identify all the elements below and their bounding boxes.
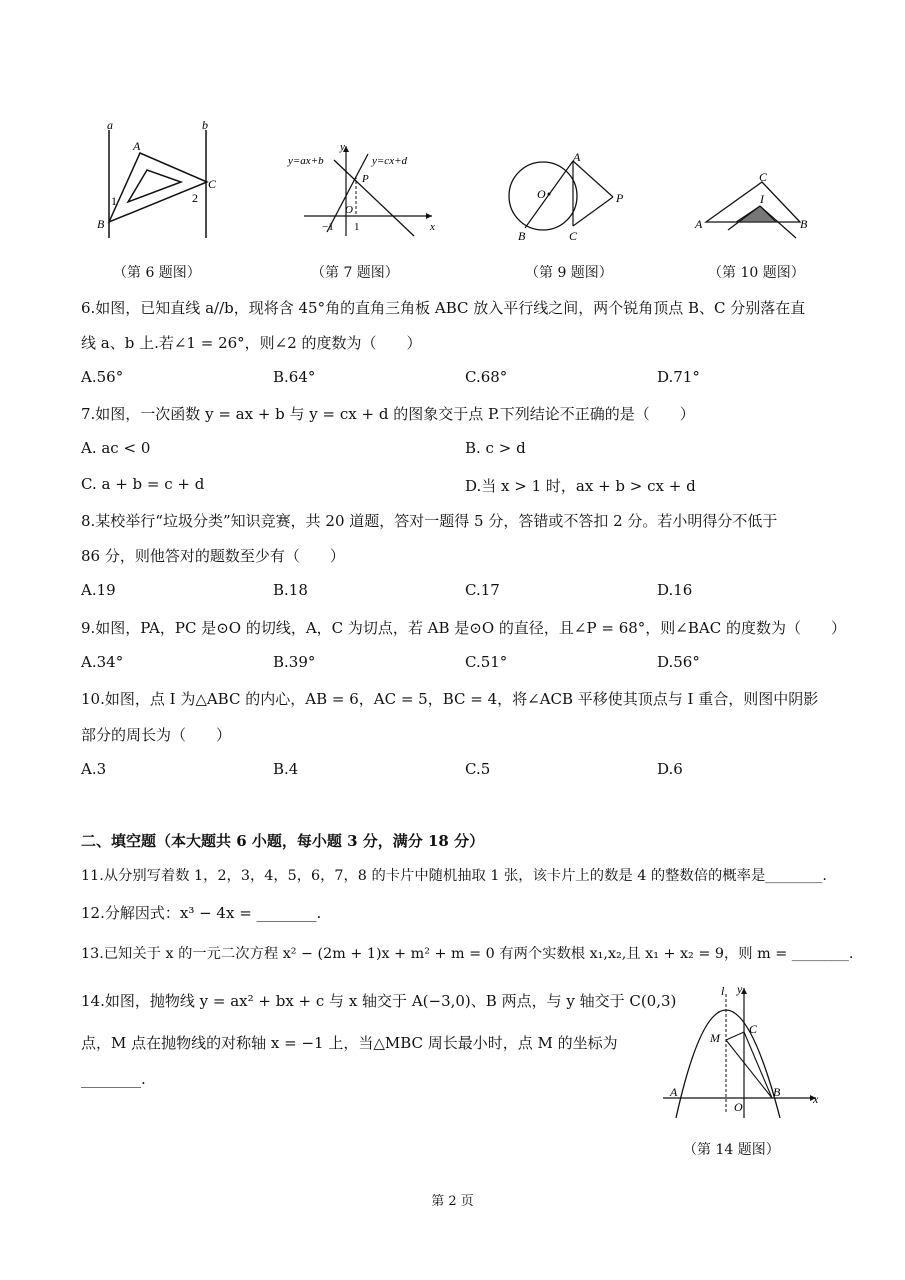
q6-line2: 线 a、b 上.若∠1 = 26°，则∠2 的度数为（ ） <box>81 334 422 352</box>
page-number: 第 2 页 <box>431 1194 474 1209</box>
label-C: C <box>749 1022 758 1036</box>
q10-option-a: A.3 <box>81 760 107 778</box>
label-x: x <box>813 1092 819 1106</box>
caption-fig10: （第 10 题图） <box>708 265 805 281</box>
q8-option-d: D.16 <box>657 581 693 599</box>
label-a: a <box>107 118 113 132</box>
label-B: B <box>800 217 808 231</box>
q14-line2: 点，M 点在抛物线的对称轴 x = −1 上，当△MBC 周长最小时，点 M 的坐标为 <box>81 1034 618 1052</box>
label-P: P <box>616 191 624 205</box>
figure-9 <box>505 148 635 243</box>
label-A: A <box>695 217 703 231</box>
label-y: y <box>737 982 743 996</box>
caption-fig7: （第 7 题图） <box>311 265 399 281</box>
q8-line2: 86 分，则他答对的题数至少有（ ） <box>81 547 345 565</box>
label-O: O <box>537 187 546 201</box>
triangle-inner <box>128 170 181 202</box>
label-1: 1 <box>111 194 117 208</box>
q9-line1: 9.如图，PA，PC 是⊙O 的切线，A，C 为切点，若 AB 是⊙O 的直径，且∠P = 68°，则∠BAC 的度数为（ ） <box>81 619 846 637</box>
q7-line1: 7.如图，一次函数 y = ax + b 与 y = cx + d 的图象交于点 P.下列结论不正确的是（ ） <box>81 405 695 423</box>
label-A: A <box>670 1085 678 1099</box>
label-I: I <box>760 192 764 206</box>
q10-line1: 10.如图，点 I 为△ABC 的内心，AB = 6，AC = 5，BC = 4，将∠ACB 平移使其顶点与 I 重合，则图中阴影 <box>81 690 819 708</box>
q9-option-b: B.39° <box>273 653 316 671</box>
q7-option-b: B. c > d <box>465 439 526 457</box>
q11-line1: 11.从分别写着数 1，2，3，4，5，6，7，8 的卡片中随机抽取 1 张，该卡片上的数是 4 的整数倍的概率是________. <box>81 868 827 884</box>
q9-option-d: D.56° <box>657 653 700 671</box>
triangle-outer <box>109 153 207 222</box>
caption-fig6: （第 6 题图） <box>113 265 201 281</box>
q8-option-b: B.18 <box>273 581 308 599</box>
segment-CB <box>744 1032 772 1098</box>
label-line2: y=cx+d <box>372 155 407 167</box>
label-line1: y=ax+b <box>288 155 324 167</box>
label-O: O <box>734 1100 743 1114</box>
parabola <box>676 1010 780 1118</box>
q9-option-a: A.34° <box>81 653 124 671</box>
label-l: l <box>721 984 725 998</box>
label-C: C <box>208 177 217 191</box>
label-B: B <box>518 229 526 243</box>
q7-option-d: D.当 x > 1 时，ax + b > cx + d <box>465 477 696 495</box>
label-neg1: −1 <box>322 221 334 233</box>
q10-option-b: B.4 <box>273 760 299 778</box>
segment-MC <box>726 1032 744 1040</box>
q6-option-b: B.64° <box>273 368 316 386</box>
label-A: A <box>573 150 581 164</box>
q10-option-c: C.5 <box>465 760 491 778</box>
figure-7 <box>282 140 442 240</box>
q8-option-a: A.19 <box>81 581 116 599</box>
label-2: 2 <box>192 191 198 205</box>
q10-option-d: D.6 <box>657 760 683 778</box>
q13-line1: 13.已知关于 x 的一元二次方程 x² − (2m + 1)x + m² + m = 0 有两个实数根 x₁,x₂,且 x₁ + x₂ = 9，则 m = ________. <box>81 946 854 962</box>
caption-fig14: （第 14 题图） <box>683 1142 780 1158</box>
section-2-title: 二、填空题（本大题共 6 小题，每小题 3 分，满分 18 分） <box>81 832 485 850</box>
q9-option-c: C.51° <box>465 653 508 671</box>
label-O: O <box>345 204 353 216</box>
figure-14 <box>658 980 828 1120</box>
q14-line3: ________. <box>81 1070 146 1088</box>
label-b: b <box>202 118 208 132</box>
label-M: M <box>710 1031 720 1045</box>
q6-option-d: D.71° <box>657 368 700 386</box>
q10-line2: 部分的周长为（ ） <box>81 726 232 744</box>
label-B: B <box>773 1085 781 1099</box>
caption-fig9: （第 9 题图） <box>525 265 613 281</box>
figure-10 <box>692 168 822 243</box>
figure-6 <box>95 118 225 243</box>
label-P: P <box>362 173 369 185</box>
q6-option-c: C.68° <box>465 368 508 386</box>
label-x: x <box>430 221 435 233</box>
label-one: 1 <box>354 221 360 233</box>
q6-line1: 6.如图，已知直线 a//b，现将含 45°角的直角三角板 ABC 放入平行线之间，两个锐角顶点 B、C 分别落在直 <box>81 299 806 317</box>
q8-line1: 8.某校举行“垃圾分类”知识竞赛，共 20 道题，答对一题得 5 分，答错或不答扣 2 分。若小明得分不低于 <box>81 512 778 530</box>
label-A: A <box>133 139 141 153</box>
q6-option-a: A.56° <box>81 368 124 386</box>
label-C: C <box>569 229 578 243</box>
label-y: y <box>340 141 345 153</box>
label-C: C <box>759 170 768 184</box>
q8-option-c: C.17 <box>465 581 500 599</box>
label-B: B <box>97 217 105 231</box>
q14-line1: 14.如图，抛物线 y = ax² + bx + c 与 x 轴交于 A(−3,0)、B 两点，与 y 轴交于 C(0,3) <box>81 992 677 1010</box>
q7-option-c: C. a + b = c + d <box>81 475 205 493</box>
q7-option-a: A. ac < 0 <box>81 439 151 457</box>
tangent-PA <box>573 161 613 197</box>
q12-line1: 12.分解因式：x³ − 4x = ________. <box>81 904 322 922</box>
tangent-PC <box>573 197 613 226</box>
